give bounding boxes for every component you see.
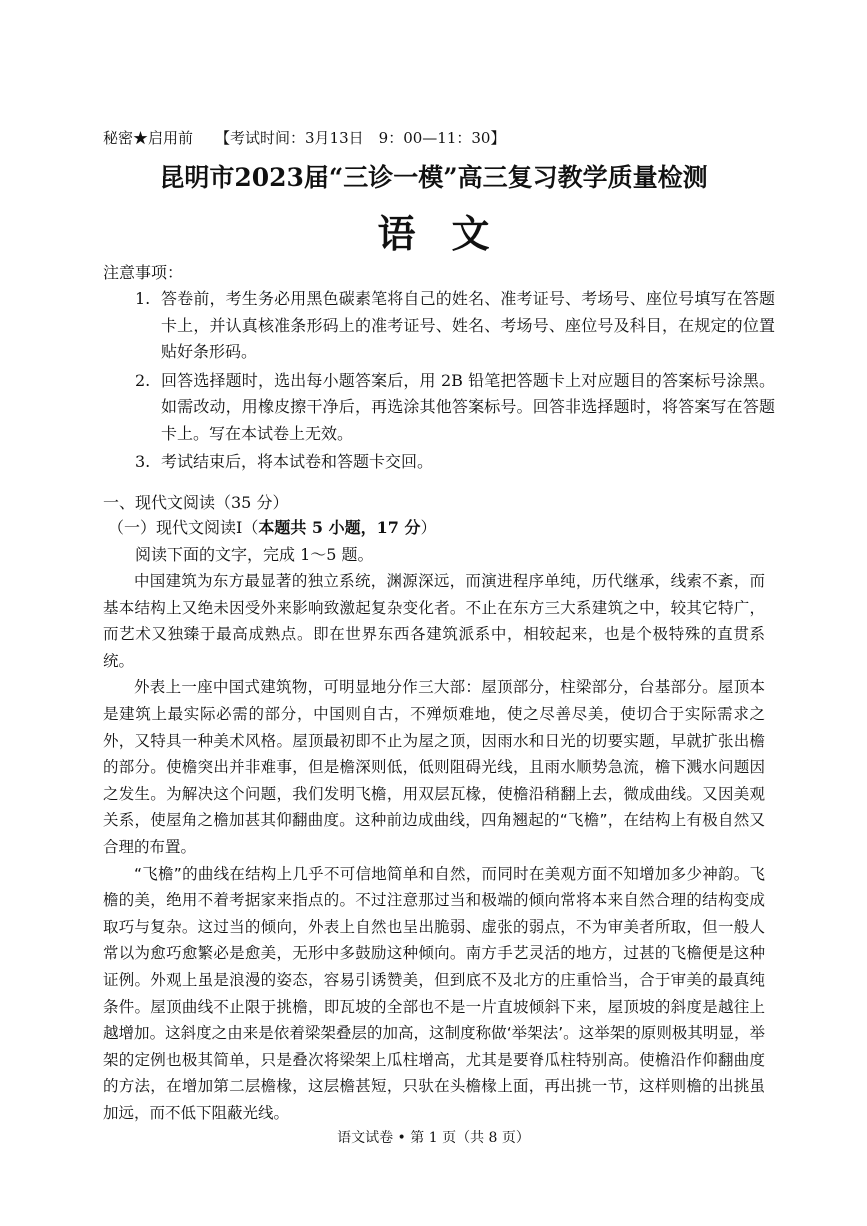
section-heading: 一、现代文阅读（35 分） [103,493,289,512]
notice-heading: 注意事项： [103,263,184,282]
notice-text: 考试结束后，将本试卷和答题卡交回。 [161,452,434,471]
subsection-score: 本题共 5 小题，17 分 [258,518,421,537]
notice-number: 2. [135,370,151,390]
subsection-suffix: ） [420,518,437,537]
reading-article [103,568,765,1126]
reading-instruction: 阅读下面的文字，完成 1～5 题。 [135,545,374,564]
exam-title: 昆明市2023届“三诊一模”高三复习教学质量检测 [159,163,708,192]
page-footer: 语文试卷 • 第 1 页（共 8 页） [337,1130,530,1146]
confidential-label: 秘密★启用前 [103,129,194,147]
article-paragraph: 中国建筑为东方最显著的独立系统，渊源深远，而演进程序单纯，历代继承，线索不紊，而基本结构上又绝未因受外来影响致激起复杂变化者。不止在东方三大系建筑之中，较其它特广，而艺术又独臻于最高成熟点。即在世界东西各建筑派系中，相较起来，也是个极特殊的直贯系统。 [103,572,765,670]
exam-time: 【考试时间：3月13日 9：00—11：30】 [215,129,506,147]
notice-text: 回答选择题时，选出每小题答案后，用 2B 铅笔把答题卡上对应题目的答案标号涂黑。如需改动，用橡皮擦干净后，再选涂其他答案标号。回答非选择题时，将答案写在答题卡上。写在本试卷上无效。 [161,370,775,443]
subsection-prefix: （一）现代文阅读Ⅰ（ [108,518,259,537]
notice-number: 1. [135,289,151,308]
notice-item [135,368,775,448]
notice-item [135,286,775,366]
notice-item [135,449,775,476]
header-line [103,127,505,148]
article-paragraph: “飞檐”的曲线在结构上几乎不可信地简单和自然，而同时在美观方面不知增加多少神韵。飞檐的美，绝用不着考据家来指点的。不过注意那过当和极端的倾向常将本来自然合理的结构变成取巧与复杂。这过当的倾向，外表上自然也呈出脆弱、虚张的弱点，不为审美者所取，但一般人常以为愈巧愈繁必是愈美，无形中多鼓励这种倾向。南方手艺灵活的地方，过甚的飞檐便是这种证例。外观上虽是浪漫的姿态，容易引诱赞美，但到底不及北方的庄重恰当，合于审美的最真纯条件。屋顶曲线不止限于挑檐，即瓦坡的全部也不是一片直坡倾斜下来，屋顶坡的斜度是越往上越增加。这斜度之由来是依着梁架叠层的加高，这制度称做‘举架法’。这举架的原则极其明显，举架的定例也极其简单，只是叠次将梁架上瓜柱增高，尤其是要脊瓜柱特别高。使檐沿作仰翻曲度的方法，在增加第二层檐椽，这层檐甚短，只驮在头檐椽上面，再出挑一节，这样则檐的出挑虽加远，而不低下阻蔽光线。 [103,864,765,1122]
notice-number: 3. [135,452,151,471]
subsection-heading [108,515,436,538]
subject-title: 语文 [377,211,526,256]
notice-text: 答卷前，考生务必用黑色碳素笔将自己的姓名、准考证号、考场号、座位号填写在答题卡上，并认真核准条形码上的准考证号、姓名、考场号、座位号及科目，在规定的位置贴好条形码。 [161,289,775,361]
article-paragraph: 外表上一座中国式建筑物，可明显地分作三大部：屋顶部分，柱梁部分，台基部分。屋顶本是建筑上最实际必需的部分，中国则自古，不殚烦难地，使之尽善尽美，使切合于实际需求之外，又特具一种美术风格。屋顶最初即不止为屋之顶，因雨水和日光的切要实题，早就扩张出檐的部分。使檐突出并非难事，但是檐深则低，低则阻碍光线，且雨水顺势急流，檐下溅水问题因之发生。为解决这个问题，我们发明飞檐，用双层瓦椽，使檐沿稍翻上去，微成曲线。又因美观关系，使屋角之檐加甚其仰翻曲度。这种前边成曲线，四角翘起的“飞檐”，在结构上有极自然又合理的布置。 [103,678,765,856]
notice-list [135,286,775,478]
